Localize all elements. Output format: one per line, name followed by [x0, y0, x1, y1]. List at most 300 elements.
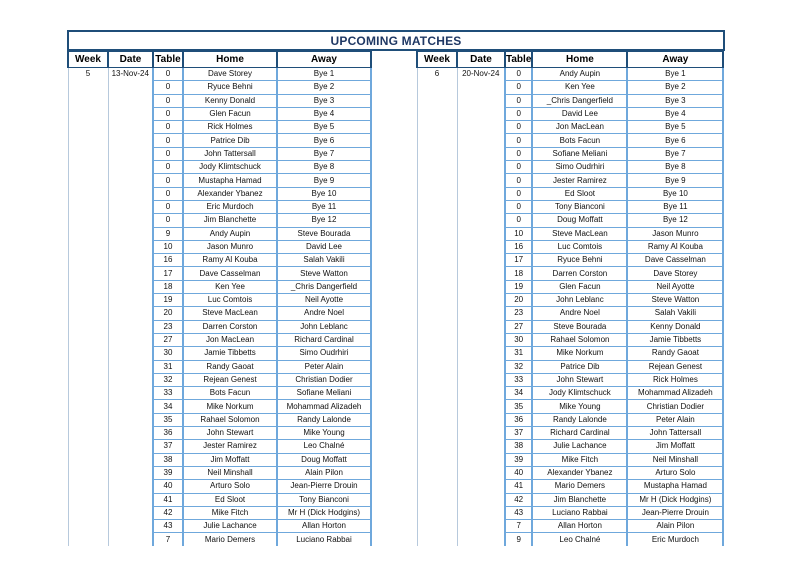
- away-player-cell: Christian Dodier: [277, 373, 371, 386]
- away-player-cell: John Tattersall: [627, 427, 723, 440]
- home-player-cell: Mario Demers: [532, 480, 627, 493]
- home-player-cell: Darren Corston: [532, 267, 627, 280]
- date-cell: [108, 466, 153, 479]
- week-cell: [68, 214, 108, 227]
- page-title: UPCOMING MATCHES: [67, 30, 725, 51]
- week-cell: [417, 373, 457, 386]
- away-player-cell: Randy Lalonde: [277, 413, 371, 426]
- week-cell: [417, 280, 457, 293]
- date-cell: [108, 214, 153, 227]
- home-player-cell: Allan Horton: [532, 520, 627, 533]
- week-cell: [417, 240, 457, 253]
- date-cell: [457, 506, 505, 519]
- table-number-cell: 0: [505, 94, 532, 107]
- table-row: [417, 533, 723, 546]
- away-player-cell: Andre Noel: [277, 307, 371, 320]
- away-player-cell: Bye 9: [627, 174, 723, 187]
- week-cell: [68, 147, 108, 160]
- table-row: [417, 400, 723, 413]
- date-cell: [108, 373, 153, 386]
- home-player-cell: Doug Moffatt: [532, 214, 627, 227]
- away-player-cell: Bye 8: [627, 161, 723, 174]
- week-cell: [68, 227, 108, 240]
- week-cell: [68, 94, 108, 107]
- home-player-cell: Kenny Donald: [183, 94, 277, 107]
- table-row: [68, 227, 371, 240]
- table-number-cell: 23: [153, 320, 183, 333]
- table-row: [68, 466, 371, 479]
- table-row: [417, 68, 723, 81]
- week-cell: [417, 493, 457, 506]
- table-row: [68, 440, 371, 453]
- home-player-cell: Mike Young: [532, 400, 627, 413]
- table-number-cell: 30: [153, 347, 183, 360]
- home-player-cell: Dave Storey: [183, 68, 277, 81]
- week-cell: [417, 94, 457, 107]
- table-number-cell: 40: [153, 480, 183, 493]
- date-cell: [457, 280, 505, 293]
- table-row: [417, 107, 723, 120]
- week-cell: [417, 466, 457, 479]
- week-cell: [417, 134, 457, 147]
- date-cell: [457, 240, 505, 253]
- date-cell: [108, 387, 153, 400]
- home-player-cell: Glen Facun: [183, 107, 277, 120]
- date-cell: [108, 400, 153, 413]
- away-player-cell: Rejean Genest: [627, 360, 723, 373]
- week-cell: [417, 294, 457, 307]
- table-row: [417, 427, 723, 440]
- table-number-cell: 10: [153, 240, 183, 253]
- header-date: Date: [457, 52, 505, 68]
- week-cell: [417, 533, 457, 546]
- away-player-cell: John Leblanc: [277, 320, 371, 333]
- week-cell: [68, 453, 108, 466]
- table-number-cell: 0: [505, 200, 532, 213]
- away-player-cell: Bye 2: [627, 81, 723, 94]
- table-row: [417, 506, 723, 519]
- table-number-cell: 0: [153, 121, 183, 134]
- home-player-cell: Steve Bourada: [532, 320, 627, 333]
- table-number-cell: 38: [505, 440, 532, 453]
- week-cell: [68, 254, 108, 267]
- week-cell: [417, 200, 457, 213]
- table-number-cell: 20: [505, 294, 532, 307]
- table-row: [68, 187, 371, 200]
- table-row: [68, 427, 371, 440]
- home-player-cell: John Stewart: [183, 427, 277, 440]
- table-row: [417, 267, 723, 280]
- table-row: [417, 161, 723, 174]
- home-player-cell: Steve MacLean: [183, 307, 277, 320]
- table-number-cell: 0: [505, 147, 532, 160]
- away-player-cell: Bye 5: [277, 121, 371, 134]
- table-number-cell: 20: [153, 307, 183, 320]
- date-cell: [457, 94, 505, 107]
- away-player-cell: Bye 10: [277, 187, 371, 200]
- date-cell: [108, 267, 153, 280]
- date-cell: [108, 254, 153, 267]
- table-row: [417, 214, 723, 227]
- table-number-cell: 37: [505, 427, 532, 440]
- away-player-cell: Dave Casselman: [627, 254, 723, 267]
- week-cell: [417, 81, 457, 94]
- table-number-cell: 33: [505, 373, 532, 386]
- header-home: Home: [183, 52, 277, 68]
- date-cell: [108, 333, 153, 346]
- week-cell: [68, 161, 108, 174]
- week-cell: [68, 373, 108, 386]
- table-number-cell: 0: [153, 94, 183, 107]
- table-row: [417, 387, 723, 400]
- table-row: [417, 453, 723, 466]
- home-player-cell: Simo Oudrhiri: [532, 161, 627, 174]
- table-number-cell: 18: [153, 280, 183, 293]
- away-player-cell: Bye 2: [277, 81, 371, 94]
- week-cell: [68, 121, 108, 134]
- table-number-cell: 34: [153, 400, 183, 413]
- week-cell: [68, 520, 108, 533]
- home-player-cell: Ed Sloot: [183, 493, 277, 506]
- away-player-cell: David Lee: [277, 240, 371, 253]
- table-row: [417, 240, 723, 253]
- week-cell: [417, 174, 457, 187]
- away-player-cell: Bye 12: [277, 214, 371, 227]
- week-cell: [417, 506, 457, 519]
- table-row: [417, 413, 723, 426]
- table-number-cell: 39: [153, 466, 183, 479]
- table-number-cell: 9: [505, 533, 532, 546]
- table-number-cell: 27: [153, 333, 183, 346]
- away-player-cell: Salah Vakili: [627, 307, 723, 320]
- date-cell: [457, 81, 505, 94]
- home-player-cell: Jody Klimtschuck: [183, 161, 277, 174]
- home-player-cell: Mike Norkum: [183, 400, 277, 413]
- table-number-cell: 36: [153, 427, 183, 440]
- date-cell: [108, 107, 153, 120]
- week-cell: [417, 320, 457, 333]
- week-cell: [417, 121, 457, 134]
- home-player-cell: Sofiane Meliani: [532, 147, 627, 160]
- home-player-cell: Dave Casselman: [183, 267, 277, 280]
- table-row: [417, 493, 723, 506]
- away-player-cell: Bye 8: [277, 161, 371, 174]
- date-cell: [457, 227, 505, 240]
- home-player-cell: Mike Fitch: [183, 506, 277, 519]
- table-number-cell: 0: [505, 107, 532, 120]
- home-player-cell: Jester Ramirez: [183, 440, 277, 453]
- away-player-cell: Doug Moffatt: [277, 453, 371, 466]
- week-cell: [417, 520, 457, 533]
- table-number-cell: 0: [153, 107, 183, 120]
- table-row: [68, 400, 371, 413]
- week-cell: [68, 347, 108, 360]
- table-row: [417, 520, 723, 533]
- table-row: [417, 121, 723, 134]
- table-row: [417, 227, 723, 240]
- week-cell: [68, 466, 108, 479]
- away-player-cell: Richard Cardinal: [277, 333, 371, 346]
- date-cell: [457, 254, 505, 267]
- table-row: [68, 453, 371, 466]
- table-row: [417, 147, 723, 160]
- table-number-cell: 27: [505, 320, 532, 333]
- date-cell: [457, 387, 505, 400]
- table-row: [68, 347, 371, 360]
- away-player-cell: Sofiane Meliani: [277, 387, 371, 400]
- table-row: [68, 174, 371, 187]
- week-cell: [68, 387, 108, 400]
- table-row: [68, 147, 371, 160]
- table-number-cell: 30: [505, 333, 532, 346]
- date-cell: [457, 294, 505, 307]
- table-number-cell: 31: [153, 360, 183, 373]
- table-number-cell: 10: [505, 227, 532, 240]
- table-row: [68, 294, 371, 307]
- table-number-cell: 39: [505, 453, 532, 466]
- home-player-cell: Randy Lalonde: [532, 413, 627, 426]
- week-cell: [417, 400, 457, 413]
- week-cell: [417, 107, 457, 120]
- away-player-cell: Rick Holmes: [627, 373, 723, 386]
- date-cell: [108, 121, 153, 134]
- week-cell: [417, 347, 457, 360]
- table-number-cell: 0: [505, 68, 532, 81]
- table-row: [417, 360, 723, 373]
- date-cell: [457, 147, 505, 160]
- table-number-cell: 7: [505, 520, 532, 533]
- schedule-sheet: [67, 30, 725, 544]
- table-row: [68, 533, 371, 546]
- table-number-cell: 38: [153, 453, 183, 466]
- away-player-cell: Bye 6: [277, 134, 371, 147]
- date-cell: [457, 320, 505, 333]
- away-player-cell: Bye 1: [277, 68, 371, 81]
- date-cell: 20-Nov-24: [457, 68, 505, 81]
- date-cell: [457, 333, 505, 346]
- table-number-cell: 0: [505, 81, 532, 94]
- date-cell: [108, 227, 153, 240]
- week-cell: [68, 533, 108, 546]
- home-player-cell: Jim Moffatt: [183, 453, 277, 466]
- date-cell: [457, 466, 505, 479]
- week-cell: [417, 387, 457, 400]
- table-number-cell: 16: [505, 240, 532, 253]
- away-player-cell: _Chris Dangerfield: [277, 280, 371, 293]
- date-cell: [457, 134, 505, 147]
- table-row: [417, 440, 723, 453]
- week-cell: [417, 267, 457, 280]
- table-row: [68, 121, 371, 134]
- away-player-cell: Simo Oudrhiri: [277, 347, 371, 360]
- date-cell: [108, 240, 153, 253]
- away-player-cell: Mr H (Dick Hodgins): [277, 506, 371, 519]
- date-cell: [108, 506, 153, 519]
- date-cell: [108, 307, 153, 320]
- table-number-cell: 35: [505, 400, 532, 413]
- week-cell: [417, 187, 457, 200]
- home-player-cell: Mike Norkum: [532, 347, 627, 360]
- date-cell: [457, 187, 505, 200]
- away-player-cell: Mustapha Hamad: [627, 480, 723, 493]
- table-number-cell: 9: [153, 227, 183, 240]
- table-row: [68, 373, 371, 386]
- week-cell: [68, 333, 108, 346]
- away-player-cell: Bye 11: [627, 200, 723, 213]
- home-player-cell: Mike Fitch: [532, 453, 627, 466]
- date-cell: [108, 493, 153, 506]
- away-player-cell: Neil Ayotte: [277, 294, 371, 307]
- table-row: [417, 294, 723, 307]
- home-player-cell: Bots Facun: [183, 387, 277, 400]
- home-player-cell: Alexander Ybanez: [532, 466, 627, 479]
- away-player-cell: Luciano Rabbai: [277, 533, 371, 546]
- week-cell: [68, 187, 108, 200]
- header-week: Week: [68, 52, 108, 68]
- home-player-cell: Julie Lachance: [183, 520, 277, 533]
- table-number-cell: 0: [153, 134, 183, 147]
- table-number-cell: 31: [505, 347, 532, 360]
- date-cell: [108, 94, 153, 107]
- home-player-cell: Darren Corston: [183, 320, 277, 333]
- date-cell: 13-Nov-24: [108, 68, 153, 81]
- home-player-cell: Andre Noel: [532, 307, 627, 320]
- date-cell: [457, 413, 505, 426]
- table-row: [68, 134, 371, 147]
- week-cell: [68, 294, 108, 307]
- home-player-cell: Ed Sloot: [532, 187, 627, 200]
- table-row: [417, 333, 723, 346]
- table-row: [68, 480, 371, 493]
- table-row: [417, 81, 723, 94]
- home-player-cell: Patrice Dib: [532, 360, 627, 373]
- home-player-cell: Jim Blanchette: [532, 493, 627, 506]
- home-player-cell: Luc Comtois: [183, 294, 277, 307]
- away-player-cell: Mike Young: [277, 427, 371, 440]
- home-player-cell: Luciano Rabbai: [532, 506, 627, 519]
- date-cell: [108, 294, 153, 307]
- table-number-cell: 41: [505, 480, 532, 493]
- table-row: [417, 466, 723, 479]
- home-player-cell: Mustapha Hamad: [183, 174, 277, 187]
- home-player-cell: Glen Facun: [532, 280, 627, 293]
- date-cell: [457, 107, 505, 120]
- table-number-cell: 0: [153, 174, 183, 187]
- week-cell: [417, 413, 457, 426]
- home-player-cell: _Chris Dangerfield: [532, 94, 627, 107]
- date-cell: [108, 480, 153, 493]
- table-number-cell: 0: [153, 214, 183, 227]
- table-row: [417, 200, 723, 213]
- table-row: [68, 320, 371, 333]
- week-cell: [417, 360, 457, 373]
- date-cell: [108, 147, 153, 160]
- home-player-cell: Ryuce Behni: [183, 81, 277, 94]
- away-player-cell: Bye 4: [277, 107, 371, 120]
- date-cell: [108, 134, 153, 147]
- table-row: [417, 280, 723, 293]
- home-player-cell: Mario Demers: [183, 533, 277, 546]
- table-number-cell: 0: [153, 68, 183, 81]
- week-cell: [417, 333, 457, 346]
- home-player-cell: Randy Gaoat: [183, 360, 277, 373]
- away-player-cell: Mr H (Dick Hodgins): [627, 493, 723, 506]
- week-cell: [68, 506, 108, 519]
- table-number-cell: 7: [153, 533, 183, 546]
- header-week: Week: [417, 52, 457, 68]
- away-player-cell: Mohammad Alizadeh: [277, 400, 371, 413]
- table-row: [68, 506, 371, 519]
- away-player-cell: Steve Watton: [627, 294, 723, 307]
- week-cell: [417, 147, 457, 160]
- away-player-cell: Bye 9: [277, 174, 371, 187]
- table-number-cell: 33: [153, 387, 183, 400]
- table-row: [68, 254, 371, 267]
- week-cell: [68, 493, 108, 506]
- home-player-cell: Rahael Solomon: [532, 333, 627, 346]
- away-player-cell: Steve Watton: [277, 267, 371, 280]
- date-cell: [457, 440, 505, 453]
- table-number-cell: 35: [153, 413, 183, 426]
- away-player-cell: Ramy Al Kouba: [627, 240, 723, 253]
- home-player-cell: Jon MacLean: [532, 121, 627, 134]
- week-5-schedule-table: [67, 51, 372, 546]
- header-date: Date: [108, 52, 153, 68]
- away-player-cell: Neil Ayotte: [627, 280, 723, 293]
- away-player-cell: Bye 3: [277, 94, 371, 107]
- week-cell: [417, 427, 457, 440]
- table-row: [68, 161, 371, 174]
- table-number-cell: 34: [505, 387, 532, 400]
- date-cell: [457, 307, 505, 320]
- week-cell: [417, 480, 457, 493]
- date-cell: [457, 520, 505, 533]
- table-number-cell: 43: [153, 520, 183, 533]
- table-number-cell: 32: [505, 360, 532, 373]
- table-number-cell: 0: [505, 134, 532, 147]
- home-player-cell: Bots Facun: [532, 134, 627, 147]
- table-row: [417, 94, 723, 107]
- week-cell: [68, 360, 108, 373]
- date-cell: [108, 427, 153, 440]
- away-player-cell: Leo Chalné: [277, 440, 371, 453]
- table-number-cell: 17: [505, 254, 532, 267]
- week-cell: 6: [417, 68, 457, 81]
- home-player-cell: Alexander Ybanez: [183, 187, 277, 200]
- table-number-cell: 19: [153, 294, 183, 307]
- home-player-cell: Jason Munro: [183, 240, 277, 253]
- home-player-cell: Andy Aupin: [532, 68, 627, 81]
- week-cell: [68, 413, 108, 426]
- away-player-cell: Alain Pilon: [627, 520, 723, 533]
- table-row: [68, 94, 371, 107]
- date-cell: [457, 427, 505, 440]
- date-cell: [457, 121, 505, 134]
- table-row: [68, 68, 371, 81]
- date-cell: [108, 520, 153, 533]
- home-player-cell: Richard Cardinal: [532, 427, 627, 440]
- week-cell: [417, 254, 457, 267]
- table-row: [417, 480, 723, 493]
- home-player-cell: John Leblanc: [532, 294, 627, 307]
- table-row: [417, 347, 723, 360]
- date-cell: [457, 373, 505, 386]
- week-6-rows: [417, 68, 723, 546]
- away-player-cell: Jean-Pierre Drouin: [627, 506, 723, 519]
- home-player-cell: Leo Chalné: [532, 533, 627, 546]
- week-cell: [68, 200, 108, 213]
- away-player-cell: Peter Alain: [627, 413, 723, 426]
